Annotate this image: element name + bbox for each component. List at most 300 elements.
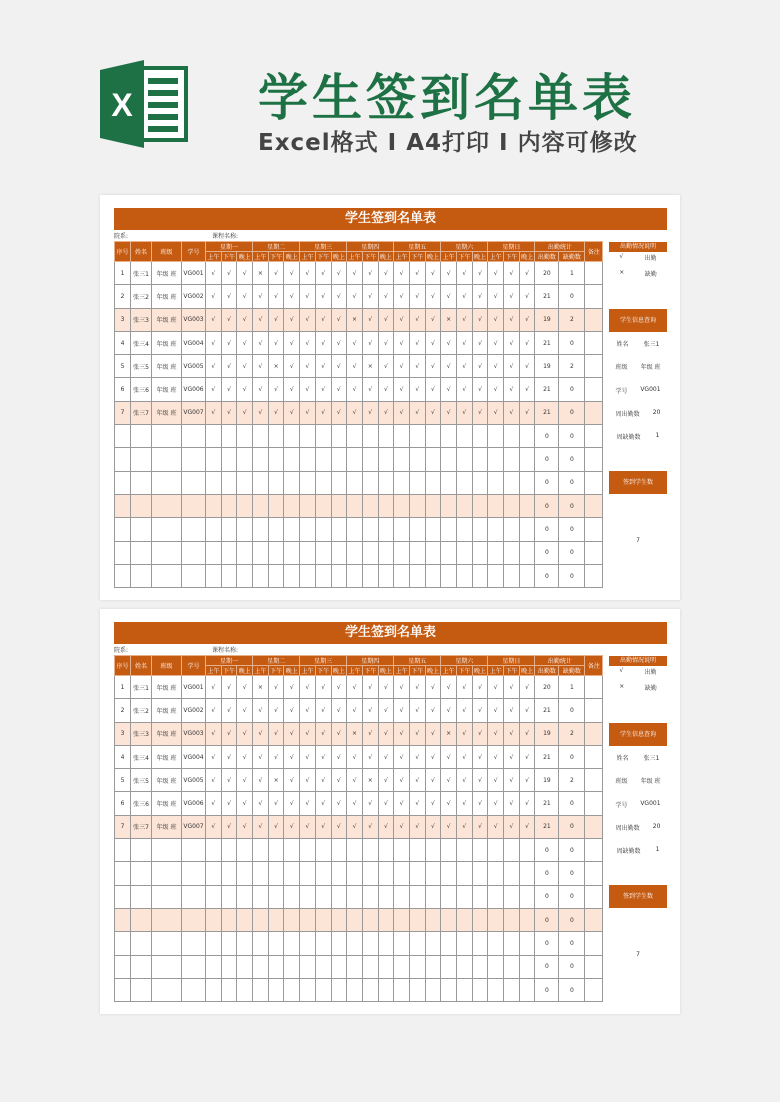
attendance-mark-cell[interactable] [425,862,441,885]
attendance-mark-cell[interactable]: √ [221,792,237,815]
cell-remark[interactable] [585,308,603,331]
attendance-mark-cell[interactable]: √ [441,262,457,285]
cell-remark[interactable] [585,425,603,448]
attendance-mark-cell[interactable] [441,885,457,908]
attendance-mark-cell[interactable] [284,862,300,885]
attendance-mark-cell[interactable]: √ [409,676,425,699]
attendance-mark-cell[interactable]: √ [362,722,378,745]
attendance-mark-cell[interactable]: √ [206,331,222,354]
attendance-mark-cell[interactable]: √ [362,676,378,699]
attendance-mark-cell[interactable]: √ [221,745,237,768]
attendance-mark-cell[interactable]: √ [284,769,300,792]
attendance-mark-cell[interactable] [362,839,378,862]
attendance-mark-cell[interactable] [331,885,347,908]
attendance-mark-cell[interactable]: √ [457,331,473,354]
attendance-mark-cell[interactable] [362,518,378,541]
attendance-mark-cell[interactable]: √ [300,262,316,285]
attendance-mark-cell[interactable]: √ [504,331,520,354]
attendance-mark-cell[interactable]: √ [253,769,269,792]
attendance-mark-cell[interactable] [221,978,237,1001]
attendance-mark-cell[interactable] [441,862,457,885]
attendance-mark-cell[interactable]: √ [504,676,520,699]
attendance-mark-cell[interactable]: √ [394,308,410,331]
attendance-mark-cell[interactable]: √ [253,792,269,815]
attendance-mark-cell[interactable]: √ [441,745,457,768]
attendance-mark-cell[interactable]: √ [206,745,222,768]
attendance-mark-cell[interactable] [206,885,222,908]
attendance-mark-cell[interactable]: √ [300,401,316,424]
attendance-mark-cell[interactable] [425,955,441,978]
attendance-mark-cell[interactable]: √ [268,722,284,745]
attendance-mark-cell[interactable]: √ [253,285,269,308]
attendance-mark-cell[interactable]: √ [268,331,284,354]
attendance-mark-cell[interactable] [457,862,473,885]
attendance-mark-cell[interactable] [378,932,394,955]
attendance-mark-cell[interactable]: √ [300,378,316,401]
attendance-mark-cell[interactable]: √ [441,285,457,308]
attendance-mark-cell[interactable] [472,932,488,955]
attendance-mark-cell[interactable]: √ [457,262,473,285]
attendance-mark-cell[interactable] [457,932,473,955]
attendance-mark-cell[interactable] [300,541,316,564]
attendance-mark-cell[interactable] [253,839,269,862]
attendance-mark-cell[interactable]: √ [409,308,425,331]
attendance-mark-cell[interactable] [331,564,347,587]
attendance-mark-cell[interactable] [221,448,237,471]
attendance-mark-cell[interactable]: √ [378,699,394,722]
attendance-mark-cell[interactable]: √ [300,331,316,354]
attendance-mark-cell[interactable] [488,564,504,587]
attendance-mark-cell[interactable]: √ [300,745,316,768]
attendance-mark-cell[interactable] [221,425,237,448]
attendance-mark-cell[interactable]: √ [504,722,520,745]
attendance-mark-cell[interactable]: √ [253,331,269,354]
attendance-mark-cell[interactable] [268,862,284,885]
attendance-mark-cell[interactable] [362,932,378,955]
attendance-mark-cell[interactable]: √ [378,815,394,838]
attendance-mark-cell[interactable]: √ [519,401,535,424]
attendance-mark-cell[interactable]: √ [284,331,300,354]
attendance-mark-cell[interactable]: √ [488,699,504,722]
attendance-mark-cell[interactable] [457,955,473,978]
attendance-mark-cell[interactable] [221,518,237,541]
attendance-mark-cell[interactable]: √ [519,676,535,699]
attendance-mark-cell[interactable]: √ [472,815,488,838]
attendance-mark-cell[interactable]: √ [347,792,363,815]
attendance-mark-cell[interactable] [504,564,520,587]
cell-remark[interactable] [585,792,603,815]
attendance-mark-cell[interactable]: √ [221,285,237,308]
cell-remark[interactable] [585,722,603,745]
cell-remark[interactable] [585,769,603,792]
attendance-mark-cell[interactable] [206,978,222,1001]
attendance-mark-cell[interactable] [425,932,441,955]
attendance-mark-cell[interactable]: √ [488,355,504,378]
attendance-mark-cell[interactable] [300,839,316,862]
attendance-mark-cell[interactable]: √ [504,745,520,768]
attendance-mark-cell[interactable] [519,862,535,885]
attendance-mark-cell[interactable]: √ [425,745,441,768]
cell-remark[interactable] [585,676,603,699]
cell-remark[interactable] [585,745,603,768]
attendance-mark-cell[interactable]: √ [237,769,253,792]
attendance-mark-cell[interactable] [457,425,473,448]
attendance-mark-cell[interactable] [237,564,253,587]
attendance-mark-cell[interactable] [315,448,331,471]
attendance-mark-cell[interactable]: √ [394,769,410,792]
attendance-mark-cell[interactable] [378,564,394,587]
attendance-mark-cell[interactable]: √ [331,815,347,838]
attendance-mark-cell[interactable]: √ [378,792,394,815]
attendance-mark-cell[interactable] [457,494,473,517]
attendance-mark-cell[interactable]: √ [378,722,394,745]
attendance-mark-cell[interactable] [425,448,441,471]
attendance-mark-cell[interactable] [519,978,535,1001]
attendance-mark-cell[interactable]: √ [362,285,378,308]
attendance-mark-cell[interactable]: √ [253,699,269,722]
attendance-mark-cell[interactable]: √ [425,308,441,331]
attendance-mark-cell[interactable] [331,541,347,564]
attendance-mark-cell[interactable] [237,541,253,564]
attendance-mark-cell[interactable]: √ [284,401,300,424]
attendance-mark-cell[interactable] [300,448,316,471]
attendance-mark-cell[interactable] [268,494,284,517]
attendance-mark-cell[interactable] [237,908,253,931]
attendance-mark-cell[interactable] [300,885,316,908]
attendance-mark-cell[interactable]: √ [394,676,410,699]
attendance-mark-cell[interactable]: √ [472,699,488,722]
cell-remark[interactable] [585,378,603,401]
attendance-mark-cell[interactable]: √ [488,745,504,768]
attendance-mark-cell[interactable]: √ [394,722,410,745]
attendance-mark-cell[interactable] [300,494,316,517]
attendance-mark-cell[interactable]: √ [331,792,347,815]
attendance-mark-cell[interactable] [441,448,457,471]
attendance-mark-cell[interactable] [441,425,457,448]
attendance-mark-cell[interactable]: √ [409,699,425,722]
attendance-mark-cell[interactable]: √ [425,355,441,378]
attendance-mark-cell[interactable]: √ [237,722,253,745]
attendance-mark-cell[interactable]: √ [347,676,363,699]
attendance-mark-cell[interactable] [457,839,473,862]
attendance-mark-cell[interactable]: √ [237,745,253,768]
attendance-mark-cell[interactable] [409,932,425,955]
attendance-mark-cell[interactable] [488,978,504,1001]
attendance-mark-cell[interactable] [300,862,316,885]
attendance-mark-cell[interactable]: √ [472,676,488,699]
attendance-mark-cell[interactable] [362,885,378,908]
attendance-mark-cell[interactable] [237,978,253,1001]
attendance-mark-cell[interactable]: √ [504,285,520,308]
attendance-mark-cell[interactable] [394,541,410,564]
attendance-mark-cell[interactable] [268,978,284,1001]
attendance-mark-cell[interactable]: √ [315,792,331,815]
attendance-mark-cell[interactable] [409,978,425,1001]
attendance-mark-cell[interactable]: √ [425,285,441,308]
attendance-mark-cell[interactable] [425,471,441,494]
attendance-mark-cell[interactable] [300,908,316,931]
attendance-mark-cell[interactable] [504,978,520,1001]
attendance-mark-cell[interactable]: √ [206,722,222,745]
attendance-mark-cell[interactable] [472,448,488,471]
attendance-mark-cell[interactable] [472,518,488,541]
attendance-mark-cell[interactable] [394,955,410,978]
attendance-mark-cell[interactable]: √ [519,378,535,401]
attendance-mark-cell[interactable] [221,955,237,978]
attendance-mark-cell[interactable]: √ [457,722,473,745]
attendance-mark-cell[interactable]: √ [237,815,253,838]
attendance-mark-cell[interactable]: √ [253,722,269,745]
attendance-mark-cell[interactable]: √ [519,285,535,308]
attendance-mark-cell[interactable]: √ [504,378,520,401]
attendance-mark-cell[interactable]: √ [206,699,222,722]
cell-remark[interactable] [585,932,603,955]
attendance-mark-cell[interactable]: √ [441,676,457,699]
attendance-mark-cell[interactable]: √ [284,722,300,745]
attendance-mark-cell[interactable] [457,518,473,541]
attendance-mark-cell[interactable]: √ [519,699,535,722]
attendance-mark-cell[interactable] [409,425,425,448]
attendance-mark-cell[interactable] [504,448,520,471]
attendance-mark-cell[interactable] [268,425,284,448]
attendance-mark-cell[interactable] [206,564,222,587]
attendance-mark-cell[interactable]: √ [206,676,222,699]
attendance-mark-cell[interactable]: √ [488,378,504,401]
attendance-mark-cell[interactable]: √ [206,792,222,815]
attendance-mark-cell[interactable] [253,885,269,908]
attendance-mark-cell[interactable]: √ [457,378,473,401]
attendance-mark-cell[interactable]: √ [394,355,410,378]
attendance-mark-cell[interactable]: √ [315,769,331,792]
attendance-mark-cell[interactable]: √ [488,815,504,838]
attendance-mark-cell[interactable]: √ [253,308,269,331]
attendance-mark-cell[interactable] [331,862,347,885]
attendance-mark-cell[interactable] [378,541,394,564]
attendance-mark-cell[interactable] [347,885,363,908]
attendance-mark-cell[interactable]: √ [519,745,535,768]
attendance-mark-cell[interactable] [237,448,253,471]
attendance-mark-cell[interactable] [504,518,520,541]
attendance-mark-cell[interactable] [378,425,394,448]
attendance-mark-cell[interactable] [253,518,269,541]
attendance-mark-cell[interactable] [253,908,269,931]
cell-remark[interactable] [585,401,603,424]
attendance-mark-cell[interactable] [472,885,488,908]
attendance-mark-cell[interactable]: √ [425,262,441,285]
attendance-mark-cell[interactable] [206,448,222,471]
attendance-mark-cell[interactable]: √ [519,815,535,838]
attendance-mark-cell[interactable]: √ [519,308,535,331]
attendance-mark-cell[interactable] [504,494,520,517]
attendance-mark-cell[interactable]: √ [504,308,520,331]
attendance-mark-cell[interactable] [394,448,410,471]
attendance-mark-cell[interactable]: √ [394,262,410,285]
attendance-mark-cell[interactable]: √ [504,401,520,424]
attendance-mark-cell[interactable] [472,494,488,517]
attendance-mark-cell[interactable]: √ [457,769,473,792]
attendance-mark-cell[interactable]: √ [394,745,410,768]
attendance-mark-cell[interactable]: √ [237,308,253,331]
attendance-mark-cell[interactable] [300,932,316,955]
attendance-mark-cell[interactable]: √ [378,262,394,285]
attendance-mark-cell[interactable]: √ [300,355,316,378]
cell-remark[interactable] [585,862,603,885]
attendance-mark-cell[interactable]: √ [425,769,441,792]
attendance-mark-cell[interactable]: √ [237,401,253,424]
attendance-mark-cell[interactable]: √ [221,308,237,331]
attendance-mark-cell[interactable]: √ [441,699,457,722]
attendance-mark-cell[interactable] [519,541,535,564]
attendance-mark-cell[interactable]: √ [347,378,363,401]
attendance-mark-cell[interactable]: √ [378,745,394,768]
attendance-mark-cell[interactable] [409,471,425,494]
attendance-mark-cell[interactable] [441,471,457,494]
attendance-mark-cell[interactable] [347,955,363,978]
attendance-mark-cell[interactable] [504,541,520,564]
attendance-mark-cell[interactable]: √ [425,331,441,354]
attendance-mark-cell[interactable] [300,471,316,494]
attendance-mark-cell[interactable]: √ [284,815,300,838]
attendance-mark-cell[interactable] [488,541,504,564]
attendance-mark-cell[interactable]: √ [457,792,473,815]
attendance-mark-cell[interactable] [284,425,300,448]
attendance-mark-cell[interactable]: √ [378,308,394,331]
attendance-mark-cell[interactable]: √ [378,355,394,378]
attendance-mark-cell[interactable]: √ [253,401,269,424]
attendance-mark-cell[interactable]: √ [331,722,347,745]
attendance-mark-cell[interactable]: √ [221,769,237,792]
attendance-mark-cell[interactable] [300,955,316,978]
attendance-mark-cell[interactable] [472,541,488,564]
attendance-mark-cell[interactable] [331,471,347,494]
cell-remark[interactable] [585,955,603,978]
attendance-mark-cell[interactable]: √ [268,262,284,285]
attendance-mark-cell[interactable] [331,518,347,541]
attendance-mark-cell[interactable] [300,564,316,587]
attendance-mark-cell[interactable] [519,425,535,448]
attendance-mark-cell[interactable]: √ [472,745,488,768]
attendance-mark-cell[interactable] [519,564,535,587]
attendance-mark-cell[interactable] [488,494,504,517]
attendance-mark-cell[interactable] [378,518,394,541]
attendance-mark-cell[interactable] [237,932,253,955]
attendance-mark-cell[interactable]: √ [441,401,457,424]
attendance-mark-cell[interactable]: √ [457,308,473,331]
attendance-mark-cell[interactable] [409,541,425,564]
attendance-mark-cell[interactable]: √ [268,792,284,815]
attendance-mark-cell[interactable] [457,978,473,1001]
attendance-mark-cell[interactable] [237,471,253,494]
attendance-mark-cell[interactable] [347,471,363,494]
attendance-mark-cell[interactable] [284,932,300,955]
attendance-mark-cell[interactable]: √ [315,401,331,424]
attendance-mark-cell[interactable]: √ [488,401,504,424]
cell-remark[interactable] [585,471,603,494]
attendance-mark-cell[interactable]: √ [472,285,488,308]
attendance-mark-cell[interactable]: √ [284,699,300,722]
attendance-mark-cell[interactable] [221,862,237,885]
attendance-mark-cell[interactable]: √ [488,308,504,331]
attendance-mark-cell[interactable]: √ [268,285,284,308]
attendance-mark-cell[interactable] [347,932,363,955]
attendance-mark-cell[interactable]: √ [331,308,347,331]
attendance-mark-cell[interactable]: √ [409,815,425,838]
attendance-mark-cell[interactable]: √ [253,378,269,401]
attendance-mark-cell[interactable]: √ [237,355,253,378]
attendance-mark-cell[interactable]: √ [362,262,378,285]
attendance-mark-cell[interactable]: √ [378,378,394,401]
attendance-mark-cell[interactable]: √ [425,401,441,424]
attendance-mark-cell[interactable]: √ [362,401,378,424]
attendance-mark-cell[interactable]: √ [284,378,300,401]
attendance-mark-cell[interactable]: × [441,722,457,745]
attendance-mark-cell[interactable] [441,908,457,931]
attendance-mark-cell[interactable]: √ [425,699,441,722]
attendance-mark-cell[interactable] [315,541,331,564]
attendance-mark-cell[interactable] [409,885,425,908]
attendance-mark-cell[interactable]: √ [206,308,222,331]
attendance-mark-cell[interactable]: √ [504,355,520,378]
attendance-mark-cell[interactable] [504,908,520,931]
attendance-mark-cell[interactable]: √ [362,792,378,815]
attendance-mark-cell[interactable]: √ [315,331,331,354]
attendance-mark-cell[interactable]: √ [441,331,457,354]
attendance-mark-cell[interactable] [284,518,300,541]
attendance-mark-cell[interactable]: √ [206,378,222,401]
attendance-mark-cell[interactable] [519,448,535,471]
attendance-mark-cell[interactable]: √ [394,699,410,722]
attendance-mark-cell[interactable]: √ [488,769,504,792]
attendance-mark-cell[interactable]: √ [519,769,535,792]
attendance-mark-cell[interactable]: √ [315,262,331,285]
attendance-mark-cell[interactable]: √ [457,815,473,838]
attendance-mark-cell[interactable] [457,908,473,931]
attendance-mark-cell[interactable] [221,885,237,908]
attendance-mark-cell[interactable] [504,471,520,494]
attendance-mark-cell[interactable]: × [362,355,378,378]
attendance-mark-cell[interactable]: √ [457,745,473,768]
attendance-mark-cell[interactable]: √ [457,285,473,308]
attendance-mark-cell[interactable]: √ [268,308,284,331]
attendance-mark-cell[interactable]: √ [331,285,347,308]
attendance-mark-cell[interactable]: √ [206,285,222,308]
attendance-mark-cell[interactable] [362,494,378,517]
attendance-mark-cell[interactable]: √ [394,815,410,838]
attendance-mark-cell[interactable] [425,541,441,564]
attendance-mark-cell[interactable] [441,955,457,978]
attendance-mark-cell[interactable] [347,862,363,885]
attendance-mark-cell[interactable] [284,908,300,931]
cell-remark[interactable] [585,815,603,838]
attendance-mark-cell[interactable] [284,471,300,494]
attendance-mark-cell[interactable]: √ [237,262,253,285]
cell-remark[interactable] [585,885,603,908]
attendance-mark-cell[interactable]: √ [519,262,535,285]
attendance-mark-cell[interactable]: √ [347,355,363,378]
attendance-mark-cell[interactable]: √ [206,769,222,792]
attendance-mark-cell[interactable] [284,494,300,517]
attendance-mark-cell[interactable] [394,425,410,448]
cell-remark[interactable] [585,448,603,471]
attendance-mark-cell[interactable] [441,564,457,587]
attendance-mark-cell[interactable] [315,425,331,448]
attendance-mark-cell[interactable]: × [268,355,284,378]
attendance-mark-cell[interactable] [268,955,284,978]
attendance-mark-cell[interactable]: √ [409,355,425,378]
attendance-mark-cell[interactable]: √ [300,722,316,745]
attendance-mark-cell[interactable]: √ [457,355,473,378]
attendance-mark-cell[interactable]: √ [347,815,363,838]
